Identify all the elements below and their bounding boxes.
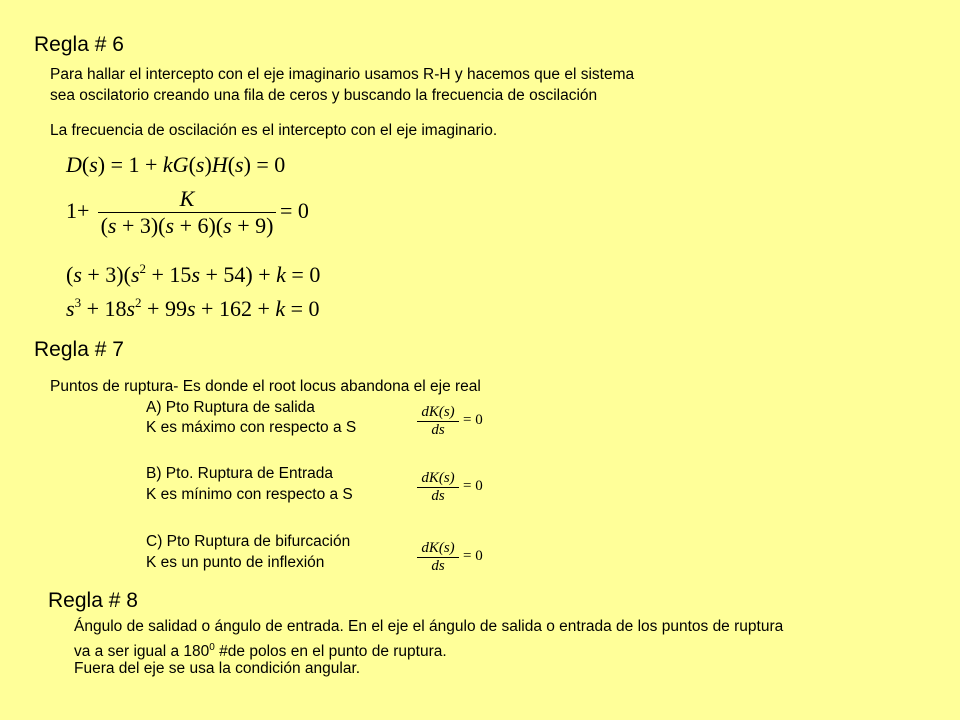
- rule7-item-a-desc: K es máximo con respecto a S: [146, 419, 357, 436]
- rule7-condition-a: dK(s) ds: [417, 404, 459, 439]
- rule7-item-a-label: A) Pto Ruptura de salida: [146, 399, 315, 416]
- rule6-eq2-fraction: [98, 186, 276, 239]
- rule6-line3: La frecuencia de oscilación es el intercepto con el eje imaginario.: [50, 122, 498, 139]
- rule7-condition-b: dK(s) ds: [417, 470, 459, 505]
- rule8-line1: Ángulo de salidad o ángulo de entrada. En el eje el ángulo de salida o entrada de los puntos de ruptura: [74, 618, 784, 635]
- rule7-condition-c-rhs: = 0: [463, 548, 483, 564]
- rule6-eq2: 1+: [66, 198, 90, 223]
- rule6-line2: sea oscilatorio creando una fila de ceros y buscando la frecuencia de oscilación: [50, 87, 598, 104]
- rule6-eq3: $(s + 3)(s^2 + 15s + 54) + k = 0$: [66, 261, 321, 287]
- rule7-item-c-desc: K es un punto de inflexión: [146, 554, 325, 571]
- rule7-condition-c: dK(s) ds: [417, 540, 459, 575]
- rule6-eq2-denominator: (s + 3)(s + 6)(s + 9): [100, 213, 274, 238]
- rule7-item-b-desc: K es mínimo con respecto a S: [146, 486, 353, 503]
- rule6-line1: Para hallar el intercepto con el eje imaginario usamos R-H y hacemos que el sistema: [50, 66, 635, 83]
- rule6-title: Regla # 6: [34, 33, 124, 56]
- rule7-item-b-label: B) Pto. Ruptura de Entrada: [146, 465, 333, 482]
- rule6-eq2-numerator: K: [179, 186, 195, 211]
- rule7-condition-a-rhs: = 0: [463, 412, 483, 428]
- rule8-title: Regla # 8: [48, 589, 138, 612]
- rule7-item-c-label: C) Pto Ruptura de bifurcación: [146, 533, 351, 550]
- rule7-title: Regla # 7: [34, 338, 124, 361]
- rule7-intro: Puntos de ruptura- Es donde el root locus abandona el eje real: [50, 378, 481, 395]
- rule7-condition-b-rhs: = 0: [463, 478, 483, 494]
- rule6-eq4: $s^3 + 18s^2 + 99s + 162 + k = 0$: [66, 295, 320, 321]
- rule8-line3: Fuera del eje se usa la condición angular.: [74, 660, 361, 677]
- rule8-line2: va a ser igual a $180^0$ #de polos en el punto de ruptura.: [74, 642, 447, 661]
- rule6-eq2-rhs: = 0: [280, 198, 309, 223]
- rule6-eq1: D(s) = 1 + kG(s)H(s) = 0: [66, 152, 286, 177]
